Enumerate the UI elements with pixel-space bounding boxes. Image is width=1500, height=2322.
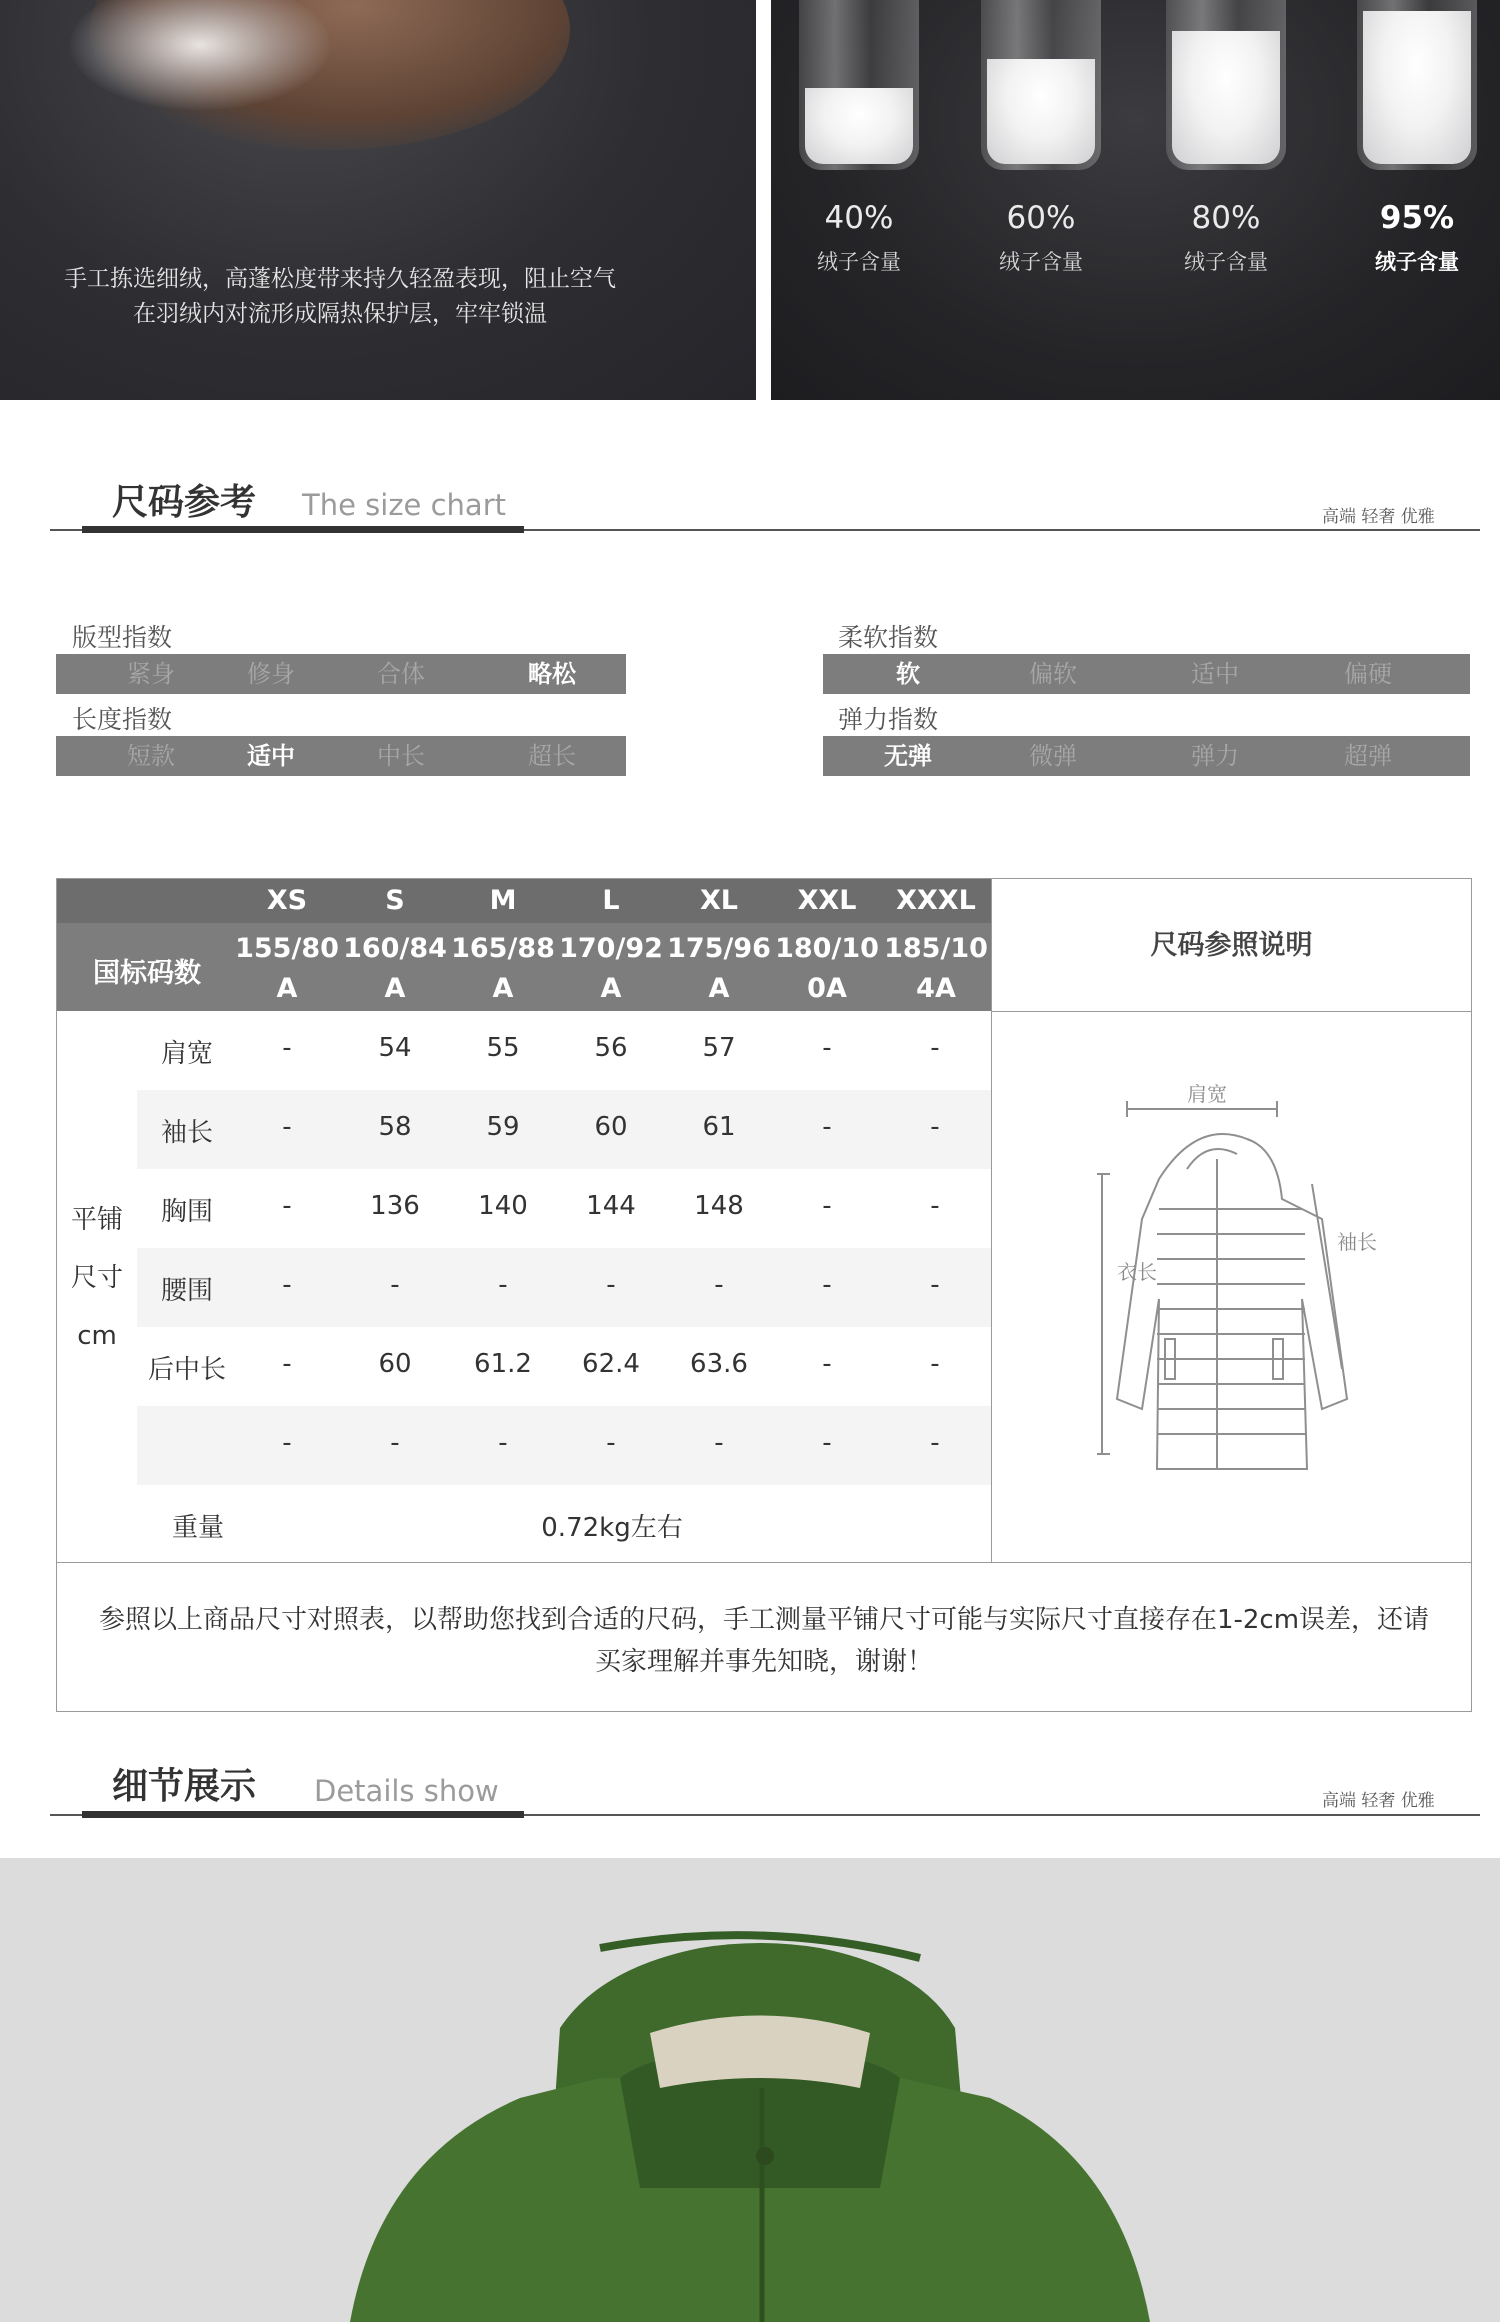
softness-option: 偏硬: [1344, 660, 1392, 688]
measurement-value: -: [606, 1428, 616, 1458]
fit-index-title: 版型指数: [72, 623, 173, 652]
group-label-line: cm: [77, 1321, 117, 1351]
measurement-value: -: [930, 1112, 940, 1142]
measurement-value: 60: [378, 1349, 412, 1379]
detail-section-title: 细节展示: [112, 1766, 257, 1807]
intl-code: [881, 929, 991, 1009]
measurement-value: -: [498, 1270, 508, 1300]
measurement-value: -: [930, 1191, 940, 1221]
measurement-name: 腰围: [160, 1276, 213, 1306]
section-underline: [82, 1811, 524, 1818]
measurement-value: -: [822, 1033, 832, 1063]
fit-option: 紧身: [127, 660, 175, 688]
size-m: M: [489, 885, 517, 916]
size-xl: XL: [699, 885, 739, 916]
measurement-value: 61.2: [474, 1349, 532, 1379]
intl-code: [449, 929, 557, 1009]
caption-line-2: 在羽绒内对流形成隔热保护层，牢牢锁温: [133, 301, 547, 327]
fit-index-bar: [56, 654, 626, 694]
group-label-line: 平铺: [70, 1205, 123, 1235]
measurement-value: 56: [594, 1033, 628, 1063]
sleeve-measure-line: [1312, 1184, 1342, 1369]
measurement-value: 55: [486, 1033, 520, 1063]
measurement-value: -: [930, 1349, 940, 1379]
weight-label: 重量: [171, 1513, 224, 1543]
intl-code-line: A: [276, 973, 298, 1004]
measurement-value: -: [282, 1349, 292, 1379]
softness-option: 适中: [1191, 660, 1239, 688]
intl-code-line: 4A: [916, 973, 956, 1004]
green-jacket-image: [0, 1858, 1500, 2322]
measurement-value: -: [822, 1270, 832, 1300]
vial-40: [799, 0, 919, 170]
detail-section-subtitle: Details show: [314, 1774, 499, 1808]
vial-fill: [805, 88, 913, 165]
vial-label: 绒子含量: [817, 250, 901, 274]
intl-code: [557, 929, 665, 1009]
measurement-value: 144: [586, 1191, 636, 1221]
measurement-value: -: [822, 1191, 832, 1221]
down-content-banner: [771, 0, 1500, 400]
intl-code-label: 国标码数: [93, 958, 201, 989]
size-s: S: [385, 885, 405, 916]
fit-option: 合体: [377, 660, 425, 688]
measurement-note: [57, 1599, 1471, 1683]
measurement-value: -: [606, 1270, 616, 1300]
note-line-1: 参照以上商品尺寸对照表，以帮助您找到合适的尺码，手工测量平铺尺寸可能与实际尺寸直接存在1-2cm误差，还请: [98, 1605, 1430, 1635]
note-line-2: 买家理解并事先知晓，谢谢！: [594, 1647, 933, 1677]
elasticity-option: 超弹: [1344, 742, 1392, 770]
measurement-value: -: [822, 1112, 832, 1142]
size-section-title: 尺码参考: [112, 482, 257, 523]
measurement-value: -: [822, 1428, 832, 1458]
measurement-value: -: [282, 1270, 292, 1300]
sleeve-label: 袖长: [1337, 1232, 1377, 1254]
intl-code-line: 165/88: [451, 933, 555, 964]
intl-code-line: 0A: [807, 973, 847, 1004]
weight-value: 0.72kg左右: [541, 1513, 683, 1543]
elasticity-option: 弹力: [1191, 742, 1239, 770]
vial-percent: 80%: [1191, 200, 1261, 236]
intl-code-line: A: [600, 973, 622, 1004]
softness-index-bar: [823, 654, 1470, 694]
measurement-value: -: [282, 1428, 292, 1458]
measurement-value: -: [390, 1270, 400, 1300]
length-option: 超长: [528, 742, 576, 770]
length-option: 短款: [127, 742, 175, 770]
measurement-value: -: [390, 1428, 400, 1458]
softness-option-selected: 软: [896, 660, 920, 688]
measurement-value: 63.6: [690, 1349, 748, 1379]
elasticity-option: 微弹: [1029, 742, 1077, 770]
intl-code: [665, 929, 773, 1009]
down-fill-banner: [0, 0, 756, 400]
measurement-value: 62.4: [582, 1349, 640, 1379]
product-detail-photo: [0, 1858, 1500, 2322]
intl-code-line: 185/10: [884, 933, 988, 964]
fit-option: 修身: [247, 660, 295, 688]
vial-60: [981, 0, 1101, 170]
length-index-title: 长度指数: [72, 705, 173, 734]
measurement-name: 袖长: [160, 1118, 213, 1148]
vial-fill: [987, 59, 1095, 164]
length-option: 中长: [377, 742, 425, 770]
size-xxxl: XXXL: [896, 885, 976, 916]
jacket-diagram: [1097, 1079, 1477, 1509]
vial-fill: [1363, 11, 1471, 164]
measurement-name: 胸围: [160, 1197, 213, 1227]
measurement-value: -: [822, 1349, 832, 1379]
column-divider: [991, 879, 992, 1562]
intl-code: [773, 929, 881, 1009]
row-divider: [991, 1011, 1471, 1012]
elasticity-option-selected: 无弹: [884, 742, 932, 770]
measurement-value: -: [498, 1428, 508, 1458]
intl-code: [341, 929, 449, 1009]
detail-section-tag: 高端 轻奢 优雅: [1322, 1791, 1435, 1811]
intl-code-line: A: [384, 973, 406, 1004]
softness-option: 偏软: [1029, 660, 1077, 688]
elasticity-index-title: 弹力指数: [838, 705, 939, 734]
fit-option-selected: 略松: [528, 660, 576, 688]
length-label: 衣长: [1117, 1262, 1157, 1284]
measurement-value: 58: [378, 1112, 412, 1142]
vial-percent: 60%: [1006, 200, 1076, 236]
measurement-value: -: [714, 1270, 724, 1300]
vial-percent: 40%: [824, 200, 894, 236]
measurement-value: 54: [378, 1033, 412, 1063]
size-section-tag: 高端 轻奢 优雅: [1322, 507, 1435, 527]
group-label: [57, 1191, 137, 1365]
group-label-line: 尺寸: [70, 1263, 123, 1293]
vial-80: [1166, 0, 1286, 170]
shoulder-label: 肩宽: [1187, 1084, 1227, 1106]
measurement-value: 136: [370, 1191, 420, 1221]
measurement-value: -: [930, 1270, 940, 1300]
measurement-value: 61: [702, 1112, 736, 1142]
size-table: [56, 878, 1472, 1712]
measurement-value: -: [282, 1112, 292, 1142]
size-reference-title: 尺码参照说明: [1150, 930, 1313, 961]
intl-code-line: A: [708, 973, 730, 1004]
vial-label: 绒子含量: [999, 250, 1083, 274]
intl-code-line: 155/80: [235, 933, 339, 964]
measurement-value: -: [282, 1033, 292, 1063]
measurement-value: 140: [478, 1191, 528, 1221]
measurement-value: -: [714, 1428, 724, 1458]
vial-95: [1357, 0, 1477, 170]
measurement-value: 59: [486, 1112, 520, 1142]
note-divider: [57, 1562, 1471, 1563]
section-underline: [82, 526, 524, 533]
intl-code-line: 160/84: [343, 933, 447, 964]
elasticity-index-bar: [823, 736, 1470, 776]
down-fill-caption: [20, 262, 660, 332]
size-l: L: [602, 885, 620, 916]
vial-label: 绒子含量: [1375, 250, 1459, 274]
intl-code: [233, 929, 341, 1009]
measurement-value: 57: [702, 1033, 736, 1063]
measurement-value: -: [930, 1033, 940, 1063]
size-section-subtitle: The size chart: [302, 488, 506, 522]
length-option-selected: 适中: [247, 742, 295, 770]
intl-code-line: A: [492, 973, 514, 1004]
measurement-value: 148: [694, 1191, 744, 1221]
softness-index-title: 柔软指数: [838, 623, 939, 652]
caption-line-1: 手工拣选细绒，高蓬松度带来持久轻盈表现，阻止空气: [64, 266, 616, 292]
vial-fill: [1172, 31, 1280, 164]
vial-percent: 95%: [1379, 200, 1455, 236]
size-xxl: XXL: [797, 885, 857, 916]
length-index-bar: [56, 736, 626, 776]
size-xs: XS: [266, 885, 308, 916]
measurement-name: 肩宽: [160, 1039, 213, 1069]
vial-label: 绒子含量: [1184, 250, 1268, 274]
intl-code-line: 180/10: [775, 933, 879, 964]
measurement-name: 后中长: [147, 1355, 226, 1385]
measurement-value: 60: [594, 1112, 628, 1142]
measurement-value: -: [282, 1191, 292, 1221]
intl-code-line: 170/92: [559, 933, 663, 964]
intl-code-line: 175/96: [667, 933, 771, 964]
measurement-value: -: [930, 1428, 940, 1458]
